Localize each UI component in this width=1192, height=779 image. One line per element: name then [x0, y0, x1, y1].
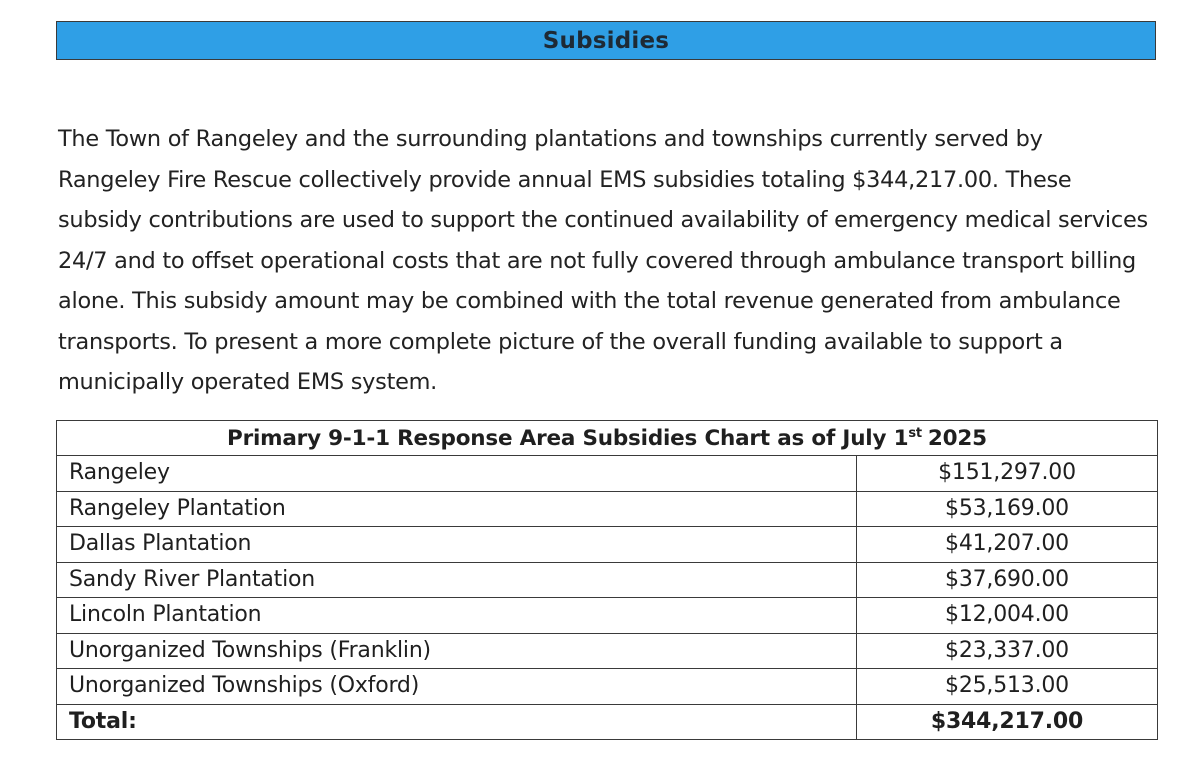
table-row: [57, 491, 1158, 527]
row-amount: $151,297.00: [857, 456, 1158, 492]
row-amount: $25,513.00: [857, 669, 1158, 705]
intro-paragraph: The Town of Rangeley and the surrounding plantations and townships currently served by Rangeley Fire Rescue collectively provide annual EMS subsidies totaling $344,217.00. These subsidy contributions are used to support the continued availability of emergency medical services 24/7 and to offset operational costs that are not fully covered through ambulance transport billing alone. This subsidy amount may be combined with the total revenue generated from ambulance transports. To present a more complete picture of the overall funding available to support a municipally operated EMS system.: [58, 126, 1148, 395]
caption-year: 2025: [927, 425, 987, 451]
row-name: Unorganized Townships (Oxford): [57, 669, 857, 705]
section-banner: [56, 21, 1156, 60]
caption-ordinal: st: [908, 425, 922, 441]
row-amount: $41,207.00: [857, 527, 1158, 563]
table-row: [57, 669, 1158, 705]
subsidies-table: [56, 420, 1158, 740]
row-name: Sandy River Plantation: [57, 562, 857, 598]
row-name: Lincoln Plantation: [57, 598, 857, 634]
row-name: Unorganized Townships (Franklin): [57, 633, 857, 669]
total-row: [57, 704, 1158, 740]
table-row: [57, 456, 1158, 492]
row-name: Rangeley Plantation: [57, 491, 857, 527]
row-amount: $53,169.00: [857, 491, 1158, 527]
table-row: [57, 527, 1158, 563]
table-caption-row: [57, 421, 1158, 456]
section-title: Subsidies: [542, 27, 670, 54]
table-row: [57, 598, 1158, 634]
row-name: Rangeley: [57, 456, 857, 492]
row-name: Dallas Plantation: [57, 527, 857, 563]
row-amount: $23,337.00: [857, 633, 1158, 669]
row-amount: $12,004.00: [857, 598, 1158, 634]
caption-text: Primary 9-1-1 Response Area Subsidies Chart as of July 1: [227, 425, 909, 451]
table-row: [57, 633, 1158, 669]
total-label: Total:: [57, 704, 857, 740]
table-row: [57, 562, 1158, 598]
total-amount: $344,217.00: [857, 704, 1158, 740]
table-caption: [57, 421, 1158, 456]
row-amount: $37,690.00: [857, 562, 1158, 598]
